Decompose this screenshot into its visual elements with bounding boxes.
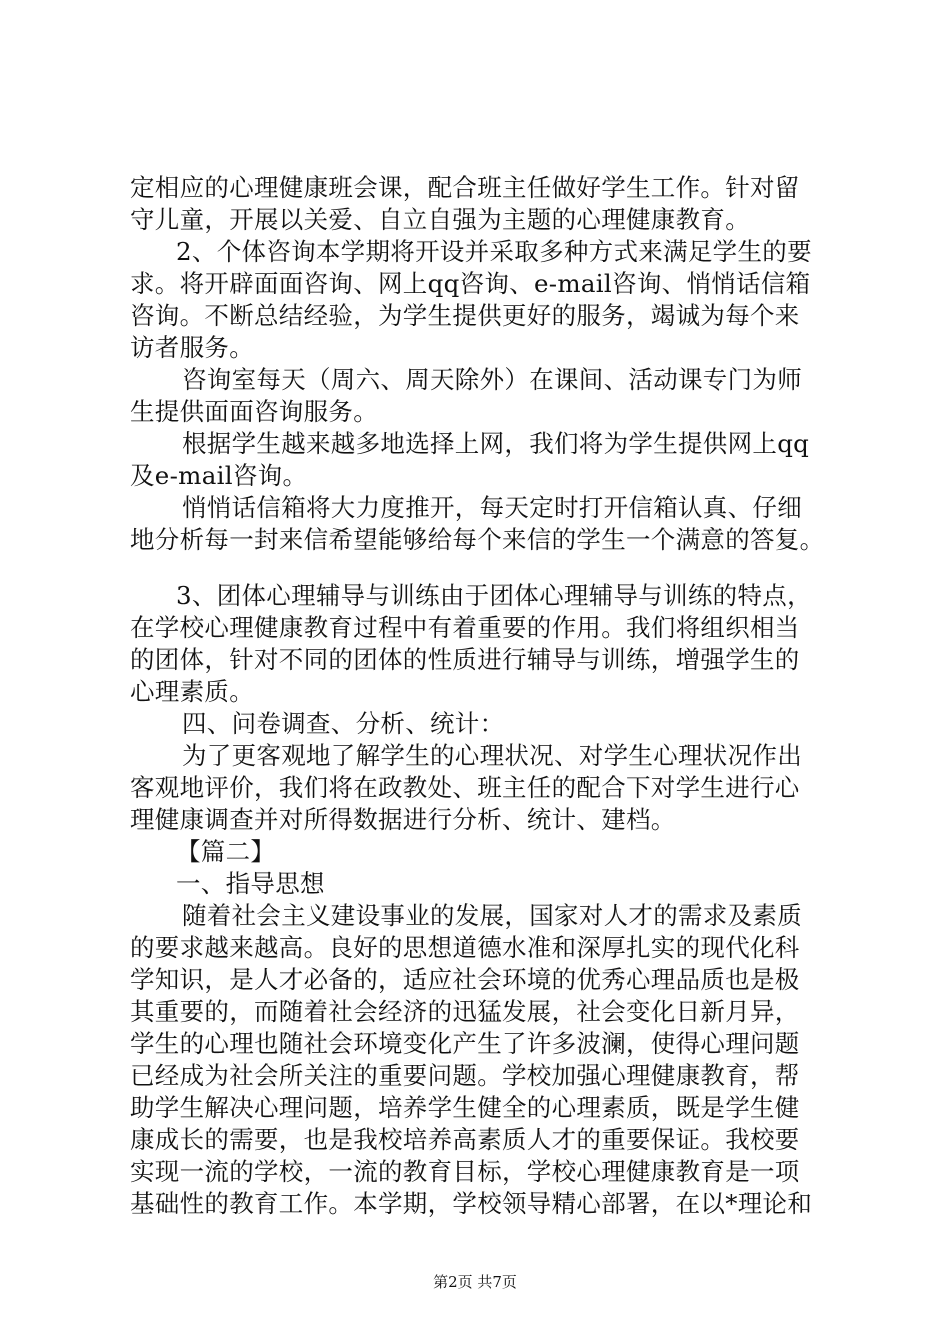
body-text-line: 心理素质。 [130, 677, 254, 706]
body-text-line: 及e-mail咨询。 [130, 461, 308, 490]
body-text-line: 其重要的，而随着社会经济的迅猛发展，社会变化日新月异， [130, 997, 800, 1026]
body-text-line: 2、个体咨询本学期将开设并采取多种方式来满足学生的要 [176, 237, 812, 266]
page-number-footer: 第2页 共7页 [433, 1273, 517, 1291]
body-text-line: 悄悄话信箱将大力度推开，每天定时打开信箱认真、仔细 [182, 493, 802, 522]
body-text-line: 助学生解决心理问题，培养学生健全的心理素质，既是学生健 [130, 1093, 800, 1122]
body-text-line: 学知识，是人才必备的，适应社会环境的优秀心理品质也是极 [130, 965, 800, 994]
body-text-line: 3、团体心理辅导与训练由于团体心理辅导与训练的特点， [176, 581, 812, 610]
body-text-line: 生提供面面咨询服务。 [130, 397, 378, 426]
body-text-line: 随着社会主义建设事业的发展，国家对人才的需求及素质 [182, 901, 802, 930]
body-text-line: 地分析每一封来信希望能够给每个来信的学生一个满意的答复。 [130, 525, 825, 554]
body-text-line: 求。将开辟面面咨询、网上qq咨询、e-mail咨询、悄悄话信箱 [130, 269, 811, 298]
body-text-line: 的要求越来越高。良好的思想道德水准和深厚扎实的现代化科 [130, 933, 800, 962]
section-heading: 一、指导思想 [176, 869, 325, 898]
body-text-line: 咨询。不断总结经验，为学生提供更好的服务，竭诚为每个来 [130, 301, 800, 330]
body-text-line: 基础性的教育工作。本学期，学校领导精心部署，在以*理论和 [130, 1189, 813, 1218]
body-text-line: 已经成为社会所关注的重要问题。学校加强心理健康教育，帮 [130, 1061, 800, 1090]
body-text-line: 根据学生越来越多地选择上网，我们将为学生提供网上qq [182, 429, 810, 458]
part-heading: 【篇二】 [176, 837, 276, 866]
body-text-line: 定相应的心理健康班会课，配合班主任做好学生工作。针对留 [130, 173, 800, 202]
body-text-line: 为了更客观地了解学生的心理状况、对学生心理状况作出 [182, 741, 802, 770]
body-text-line: 守儿童，开展以关爱、自立自强为主题的心理健康教育。 [130, 205, 750, 234]
body-text-line: 在学校心理健康教育过程中有着重要的作用。我们将组织相当 [130, 613, 800, 642]
body-text-line: 康成长的需要，也是我校培养高素质人才的重要保证。我校要 [130, 1125, 800, 1154]
body-text-line: 客观地评价，我们将在政教处、班主任的配合下对学生进行心 [130, 773, 800, 802]
section-heading: 四、问卷调查、分析、统计： [182, 709, 505, 738]
body-text-line: 的团体，针对不同的团体的性质进行辅导与训练，增强学生的 [130, 645, 800, 674]
body-text-line: 访者服务。 [130, 333, 254, 362]
body-text-line: 咨询室每天（周六、周天除外）在课间、活动课专门为师 [182, 365, 802, 394]
body-text-line: 理健康调查并对所得数据进行分析、统计、建档。 [130, 805, 676, 834]
body-text-line: 学生的心理也随社会环境变化产生了许多波澜，使得心理问题 [130, 1029, 800, 1058]
body-text-line: 实现一流的学校，一流的教育目标，学校心理健康教育是一项 [130, 1157, 800, 1186]
